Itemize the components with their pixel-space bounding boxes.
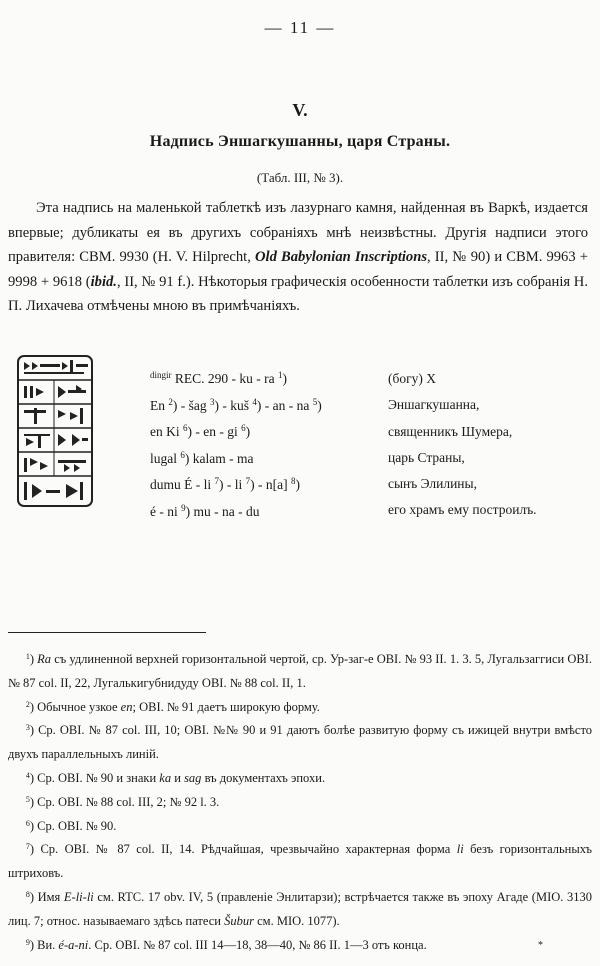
footnotes [8, 648, 592, 957]
transliteration-text: ) mu - na - du [185, 503, 260, 519]
footnote-italic: sag [184, 770, 202, 785]
footnote-number: 4 [25, 770, 30, 780]
footnote-text: Ср. OBI. № 87 col. II, 14. Рѣдчайшая, чрезвычайно характерная форма [40, 842, 457, 857]
transliteration-line [150, 419, 380, 446]
footnote-number: 3 [25, 723, 30, 733]
footnote-divider [8, 632, 206, 633]
footnote-number: 2 [25, 699, 30, 709]
section-number: V. [292, 100, 308, 120]
footnote-number: 9 [25, 937, 30, 947]
footnote-text: Ср. OBI. № 90 и знаки [37, 770, 160, 785]
footnote-text: съ удлиненной верхней горизонтальной чертой, ср. Ур-заг-е OBI. № 93 II. 1. 3. 5, Лугальзаггиси OBI. № 87 col. II, 22, Лугалькигубнидуду OBI. № 88 col. II, 1. [8, 652, 593, 690]
translation-line: священникъ Шумера, [388, 423, 513, 439]
transliteration-text: é - ni [150, 503, 182, 519]
transliteration-text: ) - li [219, 477, 246, 492]
footnote-ref: 6 [180, 449, 185, 460]
intro-italic-2: ibid. [90, 273, 117, 290]
intro-italic-1: Old Babylonian Inscriptions [254, 249, 428, 265]
transliteration-text: en Ki [150, 424, 183, 439]
footnote-ref: 7 [245, 476, 251, 486]
translation-column [388, 366, 588, 524]
footnote-number: 6 [25, 818, 30, 828]
transliteration-line [150, 472, 380, 499]
footnote-italic: Šubur [224, 913, 254, 928]
translation-line: (богу) X [388, 371, 437, 386]
footnote-ref: 8 [290, 476, 296, 486]
footnote-italic: li [456, 842, 464, 857]
footnote-number: 5 [25, 794, 30, 804]
footnote-text: см. RTC. 17 obv. IV, 5 (правленіе Энлитарзи); встрѣчается также въ эпоху Агаде (MIO. 3130 лиц. 7; относ. называемаго здѣсь патеси [8, 889, 593, 928]
footnote-text: ; OBI. № 91 даетъ широкую форму. [132, 699, 320, 714]
transliteration-text: dumu É - li [150, 477, 215, 492]
translation-line: сынъ Элилины, [388, 476, 477, 492]
footnote: $^9$) Ви. é-a-ni. Ср. OBI. № 87 col. III 14—18, 38—40, № 86 II. 1—3 отъ конца. [25, 937, 427, 952]
transliteration-text: ) - šag [172, 397, 210, 413]
footnote-text: Ср. OBI. № 88 col. III, 2; № 92 l. 3. [37, 794, 220, 809]
footnote: $^6$) Ср. OBI. № 90. [25, 818, 117, 833]
footnote-ref: 5 [312, 396, 318, 407]
footnote-italic: é-a-ni [58, 937, 89, 952]
footnote-text: Обычное узкое [37, 699, 121, 714]
footnote-text: безъ горизонтальныхъ штриховъ. [8, 842, 592, 881]
page-title: Надпись Эншагкушанны, царя Страны. [149, 133, 451, 150]
transliteration-text: REC. 290 - ku - ra [171, 371, 278, 386]
intro-text-2: , II, № 90) и CBM. 9963 + 9998 + 9618 ( [8, 249, 588, 290]
footnote: $^8$) Имя E-li-li см. RTC. 17 obv. IV, 5 (правленіе Энлитарзи); встрѣчается также въ эпоху Агаде (MIO. 3130 лиц. 7; относ. называемаго здѣсь патеси Šubur см. MIO. 1077). [8, 889, 593, 928]
footnote-ref: 4 [252, 396, 257, 407]
footnote-number: 8 [25, 889, 30, 899]
footnote-ref: 9 [181, 502, 186, 513]
table-reference: (Табл. III, № 3). [256, 170, 344, 185]
footnote-italic: E-li-li [63, 889, 94, 904]
page-mark: * [538, 940, 543, 951]
footnote-italic: ka [159, 770, 172, 785]
footnote: $^3$) Ср. OBI. № 87 col. III, 10; OBI. №№ 90 и 91 даютъ болѣе развитую форму съ ижицей внутри вмѣсто двухъ параллельныхъ линій. [8, 723, 593, 762]
transliteration-text: En [150, 397, 169, 413]
footnote: $^7$) Ср. OBI. № 87 col. II, 14. Рѣдчайшая, чрезвычайно характерная форма li безъ горизонтальныхъ штриховъ. [8, 842, 592, 881]
footnote-text: Имя [37, 889, 64, 904]
transliteration-column [150, 366, 380, 525]
footnote-text: Ср. OBI. № 90. [37, 818, 117, 833]
footnote-ref: 6 [241, 423, 246, 433]
translation-line: Эншагкушанна, [388, 397, 480, 413]
translation-line: царь Страны, [388, 449, 465, 465]
transliteration-text: ) - an - na [256, 397, 313, 413]
footnote: $^2$) Обычное узкое en; OBI. № 91 даетъ широкую форму. [25, 699, 320, 714]
footnote-ref: 6 [183, 423, 188, 433]
footnote-italic: en [120, 699, 133, 714]
page-number: — 11 — [264, 18, 336, 37]
determinative: dingir [150, 370, 172, 380]
footnote-ref: 7 [214, 476, 219, 486]
footnote: $^5$) Ср. OBI. № 88 col. III, 2; № 92 l. 3. [25, 794, 220, 809]
intro-paragraph [8, 196, 588, 319]
transliteration-text: lugal [150, 450, 181, 466]
footnote-ref: 2 [168, 396, 173, 407]
transliteration-text: ) - kuš [214, 397, 253, 413]
footnote-ref: 1 [277, 370, 283, 380]
footnote-text: въ документахъ эпохи. [201, 770, 326, 785]
transliteration-line [150, 366, 380, 393]
footnote-text: Ср. OBI. № 87 col. III, 10; OBI. №№ 90 и 91 даютъ болѣе развитую форму съ ижицей внутри вмѣсто двухъ параллельныхъ линій. [8, 723, 593, 762]
transliteration-line [150, 446, 380, 473]
footnote-number: 7 [25, 842, 30, 852]
footnote-text: Ви. [37, 937, 59, 952]
footnote: $^4$) Ср. OBI. № 90 и знаки ka и sag въ документахъ эпохи. [25, 770, 326, 785]
transliteration-text: ) [295, 477, 300, 492]
footnote-italic: Ra [37, 652, 52, 666]
footnote-number: 1 [25, 652, 30, 661]
intro-text-1: Эта надпись на маленькой таблеткѣ изъ лазурнаго камня, найденная въ Варкѣ, издается впервые; дубликаты ея въ другихъ собраніяхъ мнѣ неизвѣстны. Другія надписи этого правителя: CBM. 9930 (H. V. Hilprecht, [8, 200, 588, 265]
footnote-text: см. MIO. 1077). [254, 913, 340, 928]
cuneiform-tablet-image [14, 352, 96, 510]
footnote-ref: 3 [210, 396, 215, 407]
transliteration-line [150, 393, 380, 420]
intro-text-3: , II, № 91 f.). Нѣкоторыя графическія особенности таблетки изъ собранія Н. П. Лихачева отмѣчены мною въ примѣчаніяхъ. [8, 273, 588, 314]
footnote-text: и [171, 770, 185, 785]
transliteration-text: ) [282, 371, 287, 386]
translation-line: его храмъ ему построилъ. [388, 502, 537, 518]
transliteration-text: ) - n[a] [250, 477, 291, 492]
footnote: $^1$) Ra съ удлиненной верхней горизонтальной чертой, ср. Ур-заг-е OBI. № 93 II. 1. 3. 5, Лугальзаггиси OBI. № 87 col. II, 22, Лугалькигубнидуду OBI. № 88 col. II, 1. [8, 652, 593, 690]
footnote-text: . Ср. OBI. № 87 col. III 14—18, 38—40, № 86 II. 1—3 отъ конца. [88, 937, 427, 952]
transliteration-line [150, 499, 380, 526]
transliteration-text: ) kalam - ma [184, 450, 254, 466]
transliteration-text: ) [317, 397, 322, 413]
transliteration-text: ) [245, 424, 251, 439]
transliteration-text: ) - en - gi [187, 424, 242, 439]
